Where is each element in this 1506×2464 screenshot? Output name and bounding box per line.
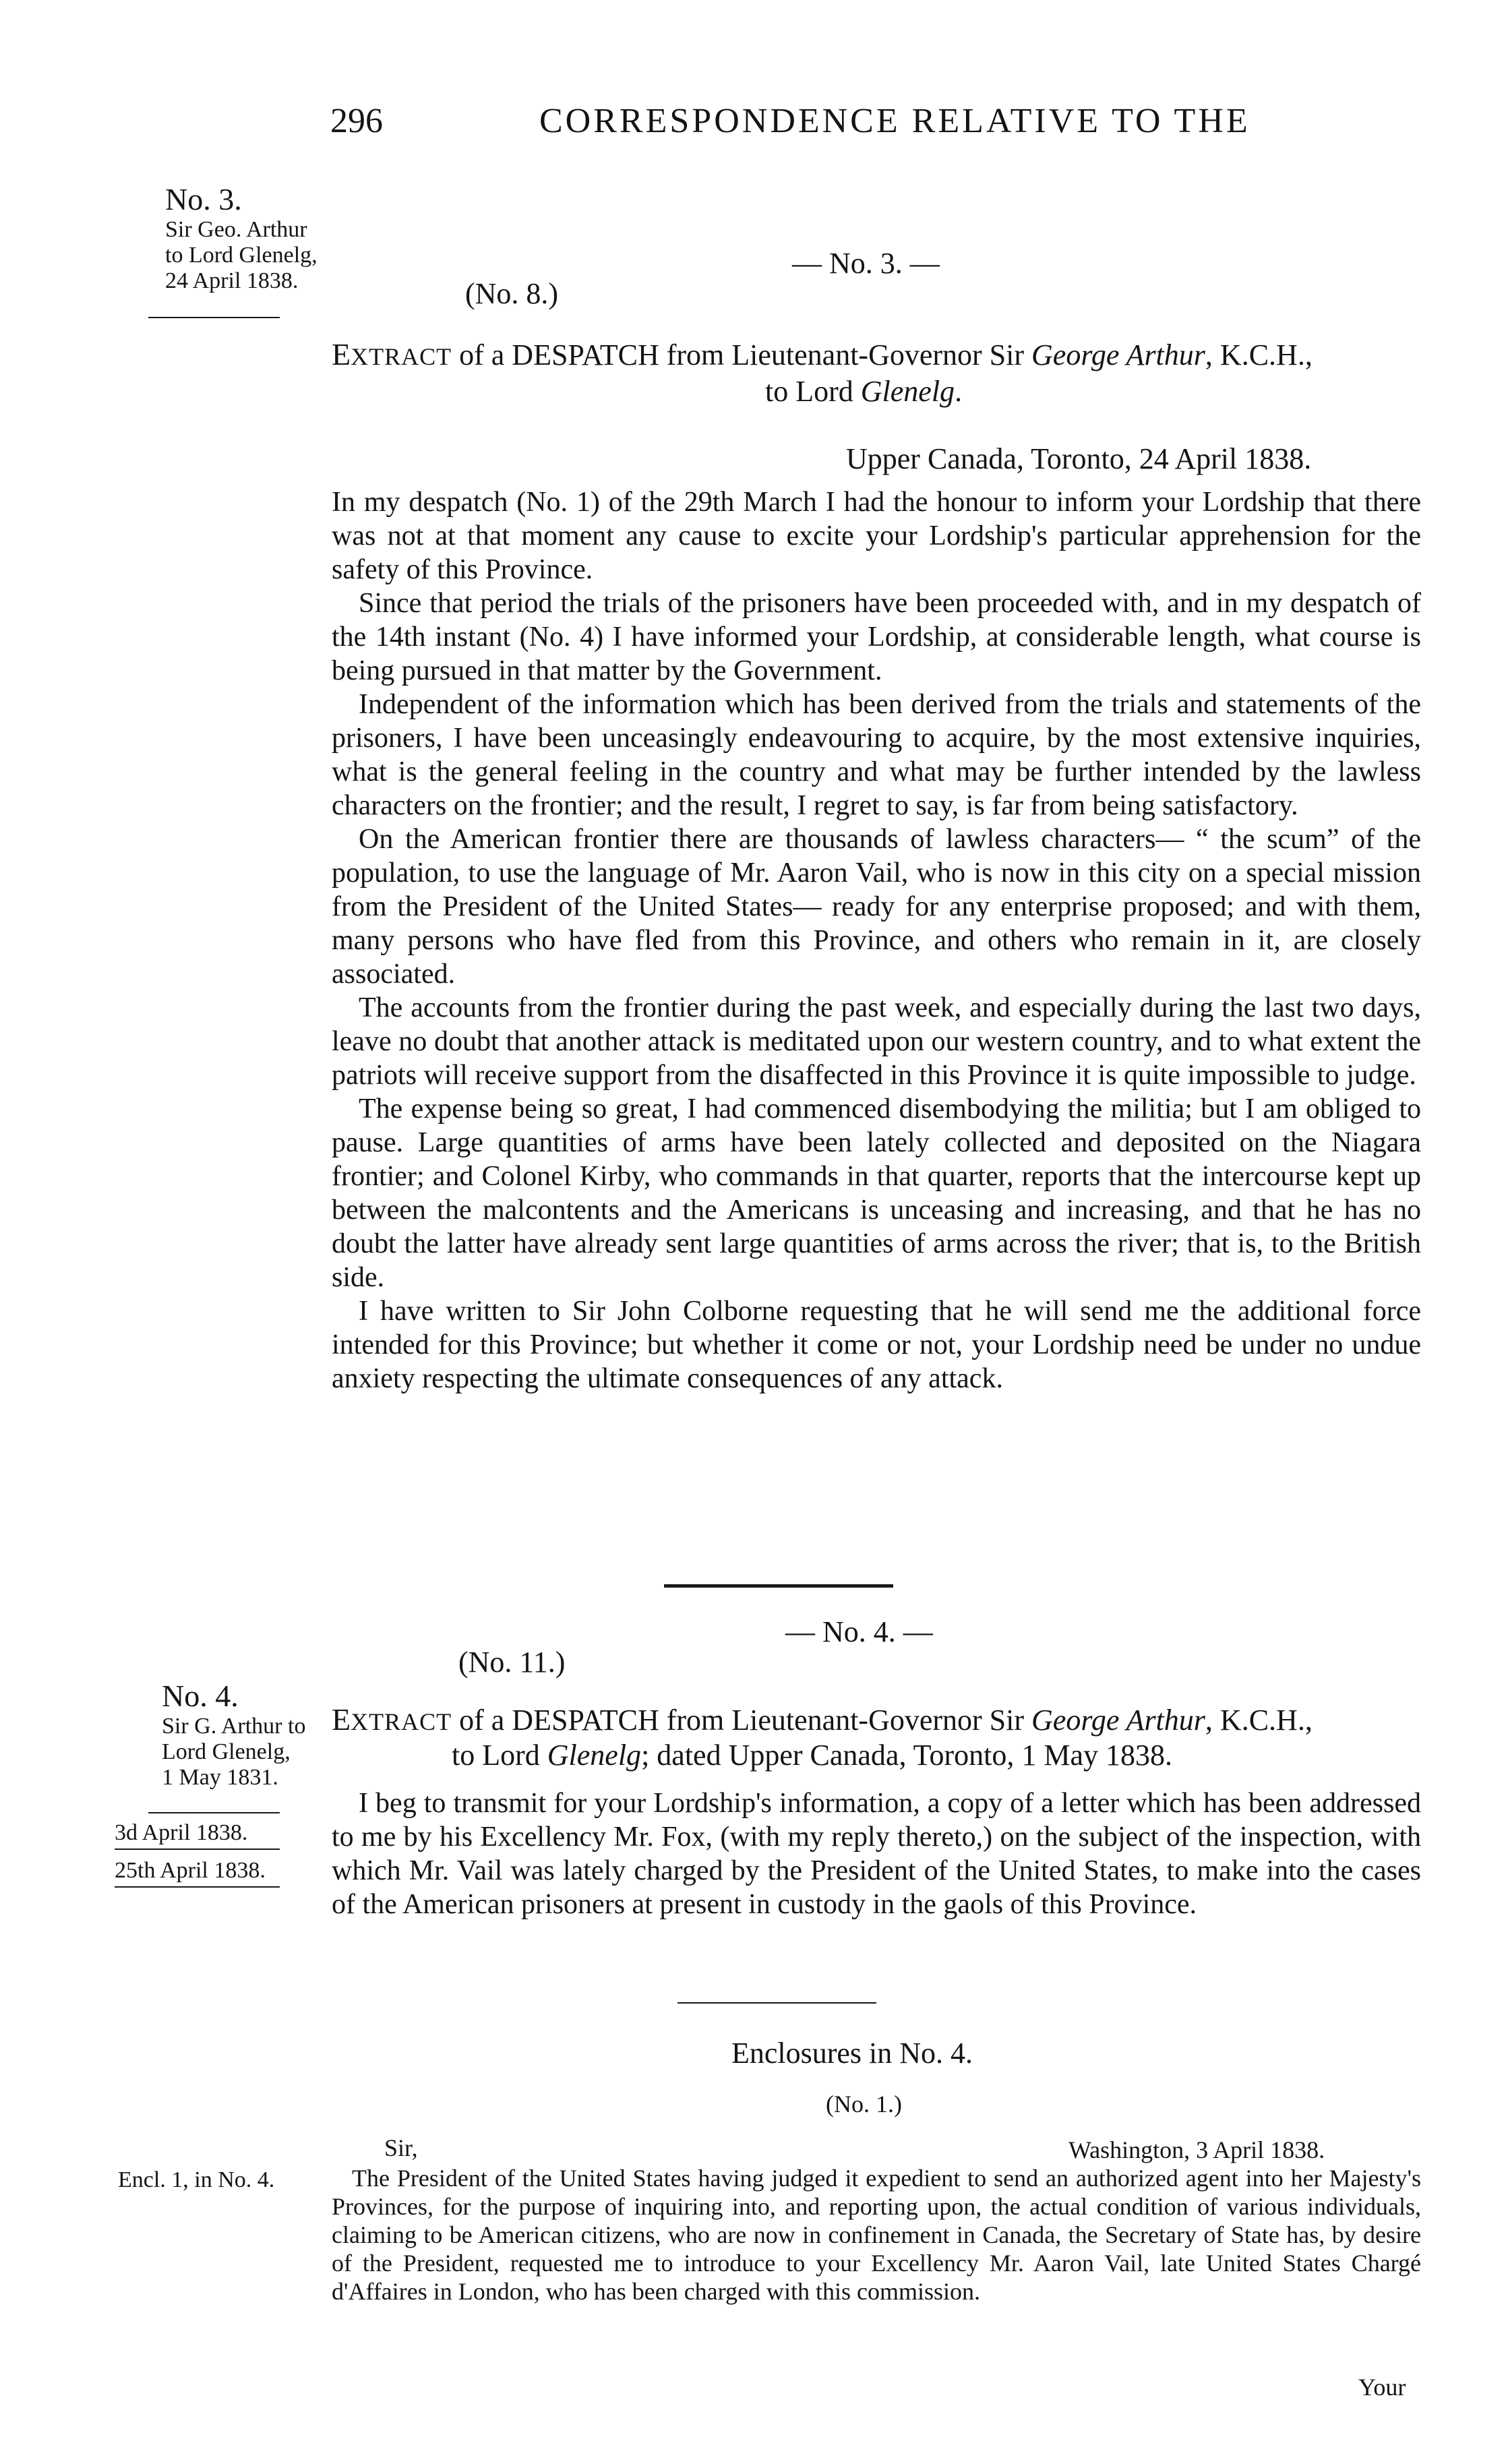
title-suffix: , K.C.H.,: [1205, 1704, 1313, 1737]
margin-note-no4: [162, 1679, 305, 1791]
title-line2-pre: to Lord: [452, 1739, 547, 1772]
despatch-title-line2-no3: [765, 374, 962, 409]
margin-note-line: 24 April 1838.: [165, 268, 299, 293]
margin-encl-label: Encl. 1, in No. 4.: [118, 2167, 275, 2192]
title-text: of a DESPATCH from Lieutenant-Governor Sir: [452, 338, 1032, 371]
paragraph: I beg to transmit for your Lordship's information, a copy of a letter which has been addressed to me by his Excellency Mr. Fox, (with my reply thereto,) on the subject of the inspection, with which Mr. Vail was lately charged by the President of the United States, to make into the cases of the American prisoners at present in custody in the gaols of this Province.: [332, 1788, 1421, 1920]
margin-note-line: Lord Glenelg,: [162, 1739, 291, 1764]
despatch-body-no3: [332, 485, 1421, 1395]
catchword: Your: [1358, 2374, 1406, 2401]
margin-note-line: to Lord Glenelg,: [165, 243, 318, 268]
title-line2-post: .: [955, 375, 963, 408]
title-line2-name: Glenelg: [860, 375, 955, 408]
enclosures-heading: Enclosures in No. 4.: [731, 2037, 973, 2070]
margin-note-number: No. 3.: [165, 182, 242, 216]
title-line2-post: ; dated Upper Canada, Toronto, 1 May 1838.: [641, 1739, 1173, 1772]
enclosure-number: (No. 1.): [826, 2091, 902, 2117]
drop-cap: The: [352, 2165, 390, 2192]
title-line2-pre: to Lord: [765, 375, 861, 408]
letter-dateline: Washington, 3 April 1838.: [1068, 2136, 1325, 2163]
paragraph: The accounts from the frontier during the past week, and especially during the last two days, leave no doubt that another attack is meditated upon our western country, and to what extent the patriots will receive support from the disaffected in this Province it is quite impossible to judge.: [332, 992, 1421, 1091]
paragraph-text: my despatch (No. 1) of the 29th March I had the honour to inform your Lordship that there was not at that moment any cause to excite your Lordship's particular apprehension for the safety of this Province.: [332, 487, 1421, 585]
margin-note-line: Sir G. Arthur to: [162, 1714, 306, 1739]
title-line2-name: Glenelg: [547, 1739, 642, 1772]
section-divider: [677, 2002, 876, 2004]
paragraph: On the American frontier there are thousands of lawless characters— “ the scum” of the population, to use the language of Mr. Aaron Vail, who is now in this city on a special mission from the President of the United States— ready for any enterprise proposed; and with them, many persons who have fled from this Province, and others who remain in it, are closely associated.: [332, 824, 1421, 990]
running-title: CORRESPONDENCE RELATIVE TO THE: [539, 102, 1251, 140]
margin-note-number: No. 4.: [162, 1679, 239, 1713]
margin-note-no3: [165, 182, 318, 294]
letter-body: [332, 2164, 1421, 2306]
title-name: George Arthur: [1031, 338, 1205, 371]
section-label-no4: — No. 4. —: [785, 1615, 933, 1648]
despatch-title-no4: [332, 1702, 1424, 1739]
despatch-number-no8: (No. 8.): [465, 277, 559, 310]
section-label-no3: — No. 3. —: [792, 247, 940, 280]
despatch-title-no3: [332, 337, 1424, 374]
drop-cap: In: [332, 487, 355, 518]
margin-divider: [148, 1812, 280, 1813]
title-smallcaps: XTRACT: [351, 343, 452, 370]
title-cap: E: [332, 337, 351, 371]
title-name: George Arthur: [1031, 1704, 1205, 1737]
paragraph: The expense being so great, I had commenced disembodying the militia; but I am obliged to pause. Large quantities of arms have been lately collected and deposited on the Niagara frontier; and Colonel Kirby, who commands in that quarter, reports that the intercourse kept up between the malcontents and the Americans is unceasing and increasing, and that he has no doubt the latter have already sent large quantities of arms across the river; that is, to the British side.: [332, 1093, 1421, 1293]
paragraph: [332, 485, 1421, 587]
despatch-title-line2-no4: [452, 1738, 1172, 1773]
despatch-number-no11: (No. 11.): [458, 1646, 566, 1679]
paragraph-text: President of the United States having judged it expedient to send an authorized agent into her Majesty's Provinces, for the purpose of inquiring into, and reporting upon, the actual condition of various individuals, claiming to be American citizens, who are now in confinement in Canada, the Secretary of State has, by desire of the President, requested me to introduce to your Excellency Mr. Aaron Vail, late United States Chargé d'Affaires in London, who has been charged with this commission.: [332, 2165, 1421, 2305]
margin-divider: [148, 317, 280, 318]
section-divider: [664, 1584, 893, 1588]
margin-ref-underline: [115, 1849, 280, 1850]
margin-ref-date: 3d April 1838.: [115, 1820, 248, 1845]
dateline-no3: Upper Canada, Toronto, 24 April 1838.: [846, 442, 1312, 475]
paragraph: Independent of the information which has been derived from the trials and statements of the prisoners, I have been unceasingly endeavouring to acquire, by the most extensive inquiries, what is the general feeling in the country and what may be further intended by the lawless characters on the frontier; and the result, I regret to say, is far from being satisfactory.: [332, 689, 1421, 821]
title-text: of a DESPATCH from Lieutenant-Governor Sir: [452, 1704, 1032, 1737]
despatch-body-no4: [332, 1786, 1421, 1921]
paragraph: Since that period the trials of the prisoners have been proceeded with, and in my despatch of the 14th instant (No. 4) I have informed your Lordship, at considerable length, what course is being pursued in that matter by the Government.: [332, 588, 1421, 686]
title-cap: E: [332, 1702, 351, 1737]
margin-note-line: Sir Geo. Arthur: [165, 217, 307, 242]
page-number: 296: [330, 102, 383, 140]
letter-salutation: Sir,: [384, 2134, 418, 2161]
margin-note-line: 1 May 1831.: [162, 1765, 278, 1790]
margin-ref-date: 25th April 1838.: [115, 1858, 266, 1883]
paragraph: I have written to Sir John Colborne requesting that he will send me the additional force intended for this Province; but whether it come or not, your Lordship need be under no undue anxiety respecting the ultimate consequences of any attack.: [332, 1296, 1421, 1394]
title-suffix: , K.C.H.,: [1205, 338, 1313, 371]
paragraph: [332, 2164, 1421, 2306]
margin-ref-underline: [115, 1886, 280, 1888]
title-smallcaps: XTRACT: [351, 1708, 452, 1735]
